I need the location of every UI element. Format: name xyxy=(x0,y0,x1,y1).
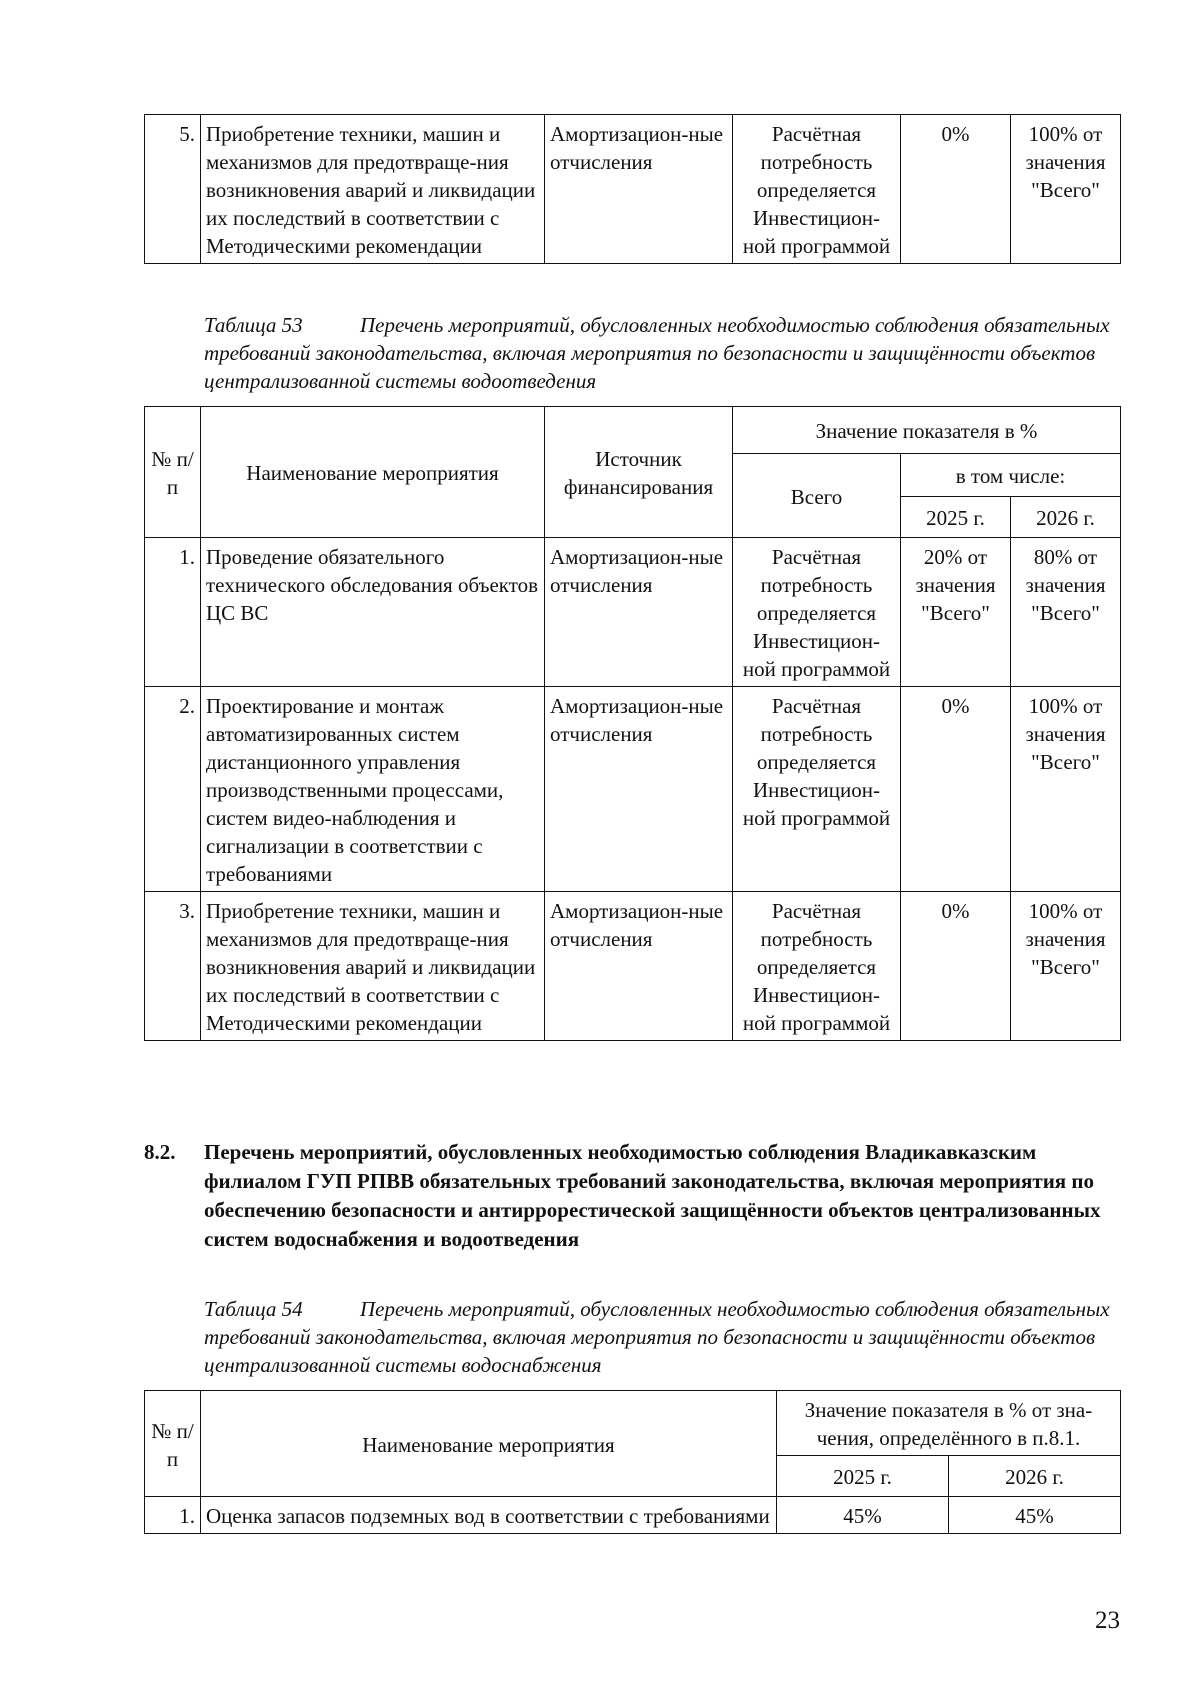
measure-name: Оценка запасов подземных вод в соответствии с требованиями xyxy=(201,1497,777,1534)
header-num: № п/п xyxy=(145,407,201,538)
table-54-title: Перечень мероприятий, обусловленных необходимостью соблюдения обязательных требований законодательства, включая мероприятия по безопасности и защищённости объектов централизованной системы водоснабжения xyxy=(204,1297,1110,1377)
header-source: Источник финансирования xyxy=(545,407,733,538)
table-53-label: Таблица 53 xyxy=(204,313,303,337)
funding-source: Амортизацион-ные отчисления xyxy=(545,115,733,264)
header-2026: 2026 г. xyxy=(1011,497,1121,538)
total-value: Расчётная потребность определяется Инвестицион-ной программой xyxy=(733,115,901,264)
header-value: Значение показателя в % xyxy=(733,407,1121,454)
value-2025: 45% xyxy=(777,1497,949,1534)
total-value: Расчётная потребность определяется Инвестицион-ной программой xyxy=(733,892,901,1041)
table-53-caption xyxy=(204,311,1120,395)
measure-name: Приобретение техники, машин и механизмов для предотвраще-ния возникновения аварий и ликвидации их последствий в соответствии с Методическими рекомендации xyxy=(201,115,545,264)
section-heading xyxy=(144,1138,1120,1254)
table-53-title: Перечень мероприятий, обусловленных необходимостью соблюдения обязательных требований законодательства, включая мероприятия по безопасности и защищённости объектов централизованной системы водоотведения xyxy=(204,313,1110,393)
funding-source: Амортизацион-ные отчисления xyxy=(545,687,733,892)
header-2025: 2025 г. xyxy=(777,1456,949,1497)
header-2025: 2025 г. xyxy=(901,497,1011,538)
header-value: Значение показателя в % от зна-чения, определённого в п.8.1. xyxy=(777,1391,1121,1456)
header-name: Наименование мероприятия xyxy=(201,407,545,538)
table-row xyxy=(145,115,1121,264)
value-2026: 100% от значения "Всего" xyxy=(1011,115,1121,264)
table-row xyxy=(145,687,1121,892)
measure-name: Приобретение техники, машин и механизмов для предотвраще-ния возникновения аварий и ликвидации их последствий в соответствии с Методическими рекомендации xyxy=(201,892,545,1041)
funding-source: Амортизацион-ные отчисления xyxy=(545,892,733,1041)
page-number: 23 xyxy=(1095,1607,1120,1634)
value-2025: 0% xyxy=(901,892,1011,1041)
header-2026: 2026 г. xyxy=(949,1456,1121,1497)
header-name: Наименование мероприятия xyxy=(201,1391,777,1497)
value-2026: 45% xyxy=(949,1497,1121,1534)
table-54-caption xyxy=(204,1295,1120,1379)
table-54-label: Таблица 54 xyxy=(204,1297,303,1321)
table-header-row xyxy=(145,407,1121,454)
value-2025: 20% от значения "Всего" xyxy=(901,538,1011,687)
value-2025: 0% xyxy=(901,687,1011,892)
row-number: 2. xyxy=(145,687,201,892)
section-title: Перечень мероприятий, обусловленных необходимостью соблюдения Владикавказским филиалом ГУП РПВВ обязательных требований законодательства, включая мероприятия по обеспечению безопасности и антиррорестической защищённости объектов централизованных систем водоснабжения и водоотведения xyxy=(204,1140,1101,1251)
total-value: Расчётная потребность определяется Инвестицион-ной программой xyxy=(733,538,901,687)
table-header-row xyxy=(145,1391,1121,1456)
header-including: в том числе: xyxy=(901,454,1121,497)
table-row xyxy=(145,1497,1121,1534)
row-number: 3. xyxy=(145,892,201,1041)
table-row xyxy=(145,892,1121,1041)
value-2025: 0% xyxy=(901,115,1011,264)
table-54 xyxy=(144,1390,1120,1534)
row-number: 1. xyxy=(145,538,201,687)
continued-table xyxy=(144,114,1120,264)
value-2026: 80% от значения "Всего" xyxy=(1011,538,1121,687)
funding-source: Амортизацион-ные отчисления xyxy=(545,538,733,687)
value-2026: 100% от значения "Всего" xyxy=(1011,892,1121,1041)
table-53 xyxy=(144,406,1120,1041)
section-number: 8.2. xyxy=(144,1140,176,1164)
table-row xyxy=(145,538,1121,687)
header-total: Всего xyxy=(733,454,901,538)
row-number: 5. xyxy=(145,115,201,264)
header-num: № п/п xyxy=(145,1391,201,1497)
value-2026: 100% от значения "Всего" xyxy=(1011,687,1121,892)
measure-name: Проведение обязательного технического обследования объектов ЦС ВС xyxy=(201,538,545,687)
row-number: 1. xyxy=(145,1497,201,1534)
total-value: Расчётная потребность определяется Инвестицион-ной программой xyxy=(733,687,901,892)
measure-name: Проектирование и монтаж автоматизированных систем дистанционного управления производственными процессами, систем видео-наблюдения и сигнализации в соответствии с требованиями xyxy=(201,687,545,892)
